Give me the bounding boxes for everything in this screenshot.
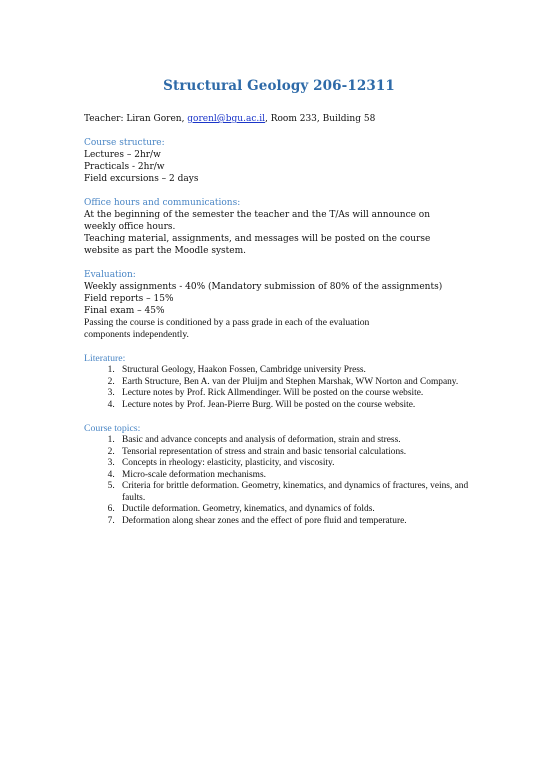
course-structure-line: Practicals - 2hr/w: [84, 162, 165, 172]
course-topics-list: [84, 435, 474, 527]
course-structure-line: Lectures – 2hr/w: [84, 150, 161, 160]
course-topic-item: 7. Deformation along shear zones and the effect of pore fluid and temperature.: [117, 516, 474, 528]
evaluation-heading: Evaluation:: [84, 270, 136, 280]
office-hours-heading: Office hours and communications:: [84, 198, 241, 208]
course-structure-line: Field excursions – 2 days: [84, 174, 199, 184]
evaluation-note-line: Passing the course is conditioned by a pass grade in each of the evaluation: [84, 317, 370, 328]
document-page: [84, 78, 474, 539]
office-hours-section: [84, 197, 474, 257]
evaluation-note-line: components independently.: [84, 329, 189, 340]
office-hours-line: At the beginning of the semester the teacher and the T/As will announce on: [84, 210, 431, 220]
literature-item: 2. Earth Structure, Ben A. van der Pluijm and Stephen Marshak, WW Norton and Company.: [117, 377, 474, 389]
office-hours-line: weekly office hours.: [84, 222, 176, 232]
course-topic-item: 4. Micro-scale deformation mechanisms.: [117, 470, 474, 482]
course-topic-item: 5. Criteria for brittle deformation. Geometry, kinematics, and dynamics of fractures, veins, and faults.: [117, 481, 474, 504]
evaluation-line: Weekly assignments - 40% (Mandatory submission of 80% of the assignments): [84, 282, 443, 292]
course-structure-heading: Course structure:: [84, 138, 165, 148]
office-hours-line: Teaching material, assignments, and messages will be posted on the course: [84, 234, 431, 244]
literature-item: 4. Lecture notes by Prof. Jean-Pierre Burg. Will be posted on the course website.: [117, 400, 474, 412]
literature-heading: Literature:: [84, 353, 126, 364]
literature-item: 3. Lecture notes by Prof. Rick Allmendinger. Will be posted on the course website.: [117, 388, 474, 400]
office-hours-line: website as part the Moodle system.: [84, 246, 246, 256]
evaluation-section: [84, 269, 474, 341]
teacher-prefix: Teacher: Liran Goren,: [84, 114, 188, 124]
evaluation-line: Final exam – 45%: [84, 306, 165, 316]
teacher-email-link[interactable]: gorenl@bgu.ac.il: [187, 114, 265, 124]
course-topic-item: 6. Ductile deformation. Geometry, kinematics, and dynamics of folds.: [117, 504, 474, 516]
course-topic-item: 3. Concepts in rheology: elasticity, plasticity, and viscosity.: [117, 458, 474, 470]
literature-item: 1. Structural Geology, Haakon Fossen, Cambridge university Press.: [117, 365, 474, 377]
teacher-line: [84, 114, 474, 124]
literature-list: [84, 365, 474, 411]
course-topics-heading: Course topics:: [84, 423, 141, 434]
evaluation-line: Field reports – 15%: [84, 294, 174, 304]
course-topics-section: [84, 423, 474, 527]
course-structure-section: [84, 137, 474, 185]
teacher-suffix: , Room 233, Building 58: [264, 114, 376, 124]
document-title: Structural Geology 206-12311: [163, 78, 395, 94]
course-topic-item: 2. Tensorial representation of stress and strain and basic tensorial calculations.: [117, 447, 474, 459]
course-topic-item: 1. Basic and advance concepts and analysis of deformation, strain and stress.: [117, 435, 474, 447]
literature-section: [84, 353, 474, 411]
